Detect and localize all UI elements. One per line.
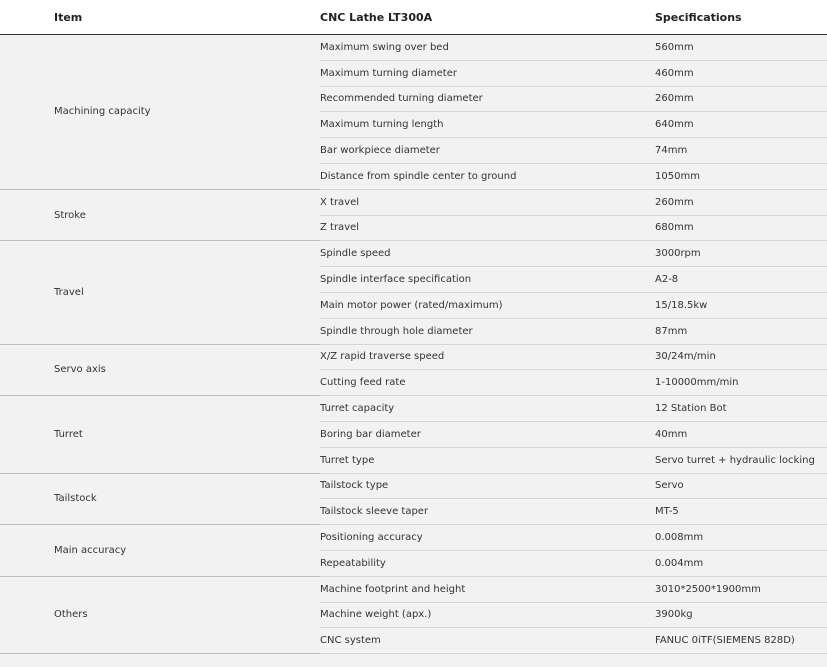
parameter-value: 0.008mm bbox=[655, 525, 827, 551]
parameter-value: 40mm bbox=[655, 421, 827, 447]
parameter-value: FANUC 0iTF(SIEMENS 828D) bbox=[655, 628, 827, 654]
parameter-name: Tailstock sleeve taper bbox=[320, 499, 655, 525]
parameter-name: Cutting feed rate bbox=[320, 370, 655, 396]
parameter-value: 87mm bbox=[655, 318, 827, 344]
table-row bbox=[0, 525, 827, 551]
parameter-name: Maximum turning length bbox=[320, 112, 655, 138]
group-label: Tailstock bbox=[0, 473, 320, 525]
table-header bbox=[0, 0, 827, 35]
parameter-value: 3010*2500*1900mm bbox=[655, 576, 827, 602]
parameter-value: A2-8 bbox=[655, 267, 827, 293]
parameter-value: 640mm bbox=[655, 112, 827, 138]
table-row bbox=[0, 396, 827, 422]
parameter-value: 680mm bbox=[655, 215, 827, 241]
parameter-value: 560mm bbox=[655, 35, 827, 61]
parameter-value: 260mm bbox=[655, 86, 827, 112]
header-specifications: Specifications bbox=[655, 0, 827, 35]
parameter-name: Bar workpiece diameter bbox=[320, 138, 655, 164]
group-label: Stroke bbox=[0, 189, 320, 241]
parameter-name: X travel bbox=[320, 189, 655, 215]
parameter-name: Recommended turning diameter bbox=[320, 86, 655, 112]
table-row bbox=[0, 35, 827, 61]
table-row bbox=[0, 241, 827, 267]
parameter-value: 74mm bbox=[655, 138, 827, 164]
table-row bbox=[0, 576, 827, 602]
parameter-name: Z travel bbox=[320, 215, 655, 241]
parameter-value: MT-5 bbox=[655, 499, 827, 525]
parameter-name: Tailstock type bbox=[320, 473, 655, 499]
header-row bbox=[0, 0, 827, 35]
parameter-name: Machine footprint and height bbox=[320, 576, 655, 602]
parameter-name: Maximum swing over bed bbox=[320, 35, 655, 61]
table-row bbox=[0, 189, 827, 215]
parameter-name: Spindle through hole diameter bbox=[320, 318, 655, 344]
header-model: CNC Lathe LT300A bbox=[320, 0, 655, 35]
parameter-name: Repeatability bbox=[320, 550, 655, 576]
parameter-name: Boring bar diameter bbox=[320, 421, 655, 447]
parameter-value: 15/18.5kw bbox=[655, 292, 827, 318]
parameter-name: X/Z rapid traverse speed bbox=[320, 344, 655, 370]
parameter-value: 3000rpm bbox=[655, 241, 827, 267]
group-label: Machining capacity bbox=[0, 35, 320, 190]
group-label: Turret bbox=[0, 396, 320, 473]
parameter-name: Positioning accuracy bbox=[320, 525, 655, 551]
table-body bbox=[0, 35, 827, 654]
parameter-value: 0.004mm bbox=[655, 550, 827, 576]
parameter-name: Spindle speed bbox=[320, 241, 655, 267]
table-row bbox=[0, 344, 827, 370]
group-label: Travel bbox=[0, 241, 320, 344]
parameter-value: 460mm bbox=[655, 60, 827, 86]
parameter-value: 3900kg bbox=[655, 602, 827, 628]
parameter-name: Turret type bbox=[320, 447, 655, 473]
group-label: Main accuracy bbox=[0, 525, 320, 577]
parameter-name: Spindle interface specification bbox=[320, 267, 655, 293]
parameter-name: CNC system bbox=[320, 628, 655, 654]
parameter-value: 12 Station Bot bbox=[655, 396, 827, 422]
header-spacer bbox=[179, 0, 320, 35]
table-row bbox=[0, 473, 827, 499]
group-label: Others bbox=[0, 576, 320, 653]
parameter-value: Servo bbox=[655, 473, 827, 499]
parameter-name: Distance from spindle center to ground bbox=[320, 163, 655, 189]
parameter-name: Main motor power (rated/maximum) bbox=[320, 292, 655, 318]
parameter-name: Maximum turning diameter bbox=[320, 60, 655, 86]
parameter-value: 260mm bbox=[655, 189, 827, 215]
parameter-value: 30/24m/min bbox=[655, 344, 827, 370]
parameter-value: Servo turret + hydraulic locking bbox=[655, 447, 827, 473]
parameter-value: 1050mm bbox=[655, 163, 827, 189]
parameter-name: Turret capacity bbox=[320, 396, 655, 422]
parameter-value: 1-10000mm/min bbox=[655, 370, 827, 396]
header-item: Item bbox=[0, 0, 179, 35]
parameter-name: Machine weight (apx.) bbox=[320, 602, 655, 628]
group-label: Servo axis bbox=[0, 344, 320, 396]
